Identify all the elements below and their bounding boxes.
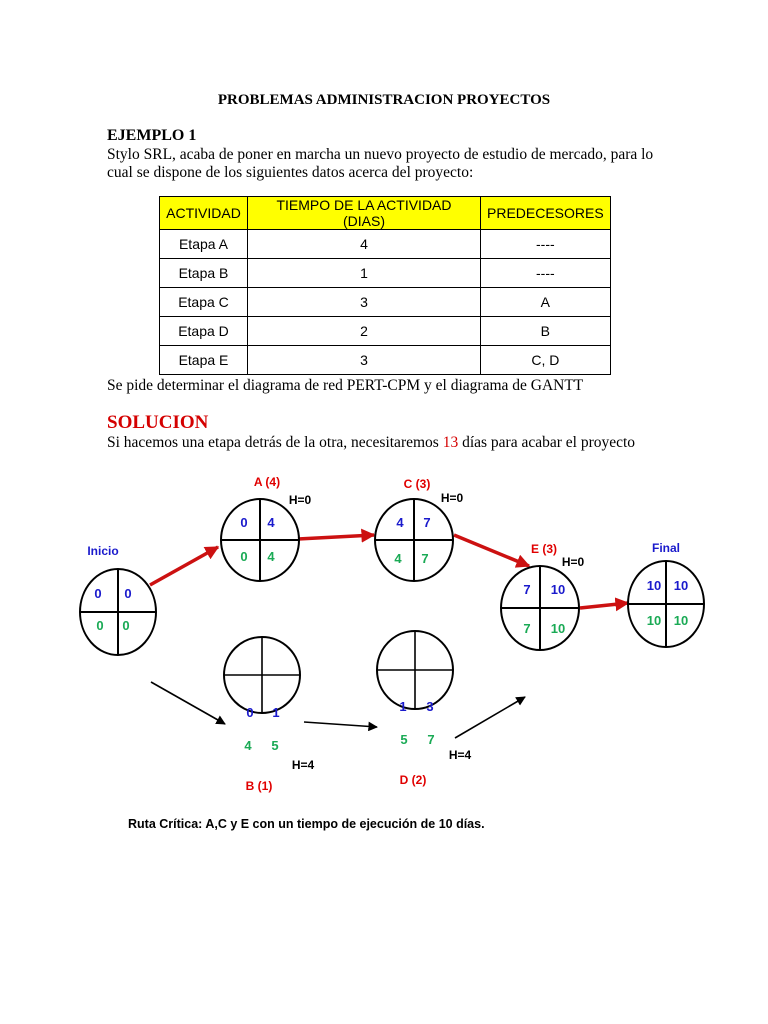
early-finish: 10 xyxy=(550,582,566,597)
request-text: Se pide determinar el diagrama de red PERT-CPM y el diagrama de GANTT xyxy=(107,377,584,394)
intro-line-2: cual se dispone de los siguientes datos acerca del proyecto: xyxy=(107,164,474,181)
solution-text xyxy=(107,434,635,452)
early-finish: 10 xyxy=(673,578,689,593)
table-row xyxy=(160,230,611,259)
intro-line-1: Stylo SRL, acaba de poner en marcha un nuevo proyecto de estudio de mercado, para lo xyxy=(107,146,654,163)
node-label: D (2) xyxy=(399,773,427,787)
late-finish: 7 xyxy=(427,732,435,747)
late-finish: 5 xyxy=(271,738,279,753)
solution-text-after: días para acabar el proyecto xyxy=(458,434,636,451)
late-finish: 10 xyxy=(550,621,566,636)
node-label: A (4) xyxy=(253,475,281,489)
table-cell: C, D xyxy=(481,346,611,375)
late-start: 0 xyxy=(96,618,104,633)
early-finish: 7 xyxy=(423,515,431,530)
early-start: 0 xyxy=(240,515,248,530)
table-header: PREDECESORES xyxy=(481,197,611,230)
slack-label: H=0 xyxy=(288,493,312,507)
table-row xyxy=(160,288,611,317)
node-label: Final xyxy=(651,541,681,555)
pert-network-diagram xyxy=(60,460,720,805)
table-cell: ---- xyxy=(481,259,611,288)
table-header: ACTIVIDAD xyxy=(160,197,248,230)
early-start: 1 xyxy=(399,699,407,714)
arrow-c-e xyxy=(454,535,529,566)
table-cell: Etapa A xyxy=(160,230,248,259)
node-c xyxy=(375,477,463,581)
late-start: 4 xyxy=(244,738,252,753)
node-final xyxy=(628,541,704,647)
late-start: 4 xyxy=(394,551,402,566)
table-cell: Etapa C xyxy=(160,288,248,317)
node-label: C (3) xyxy=(403,477,431,491)
node-d xyxy=(377,631,471,787)
early-start: 7 xyxy=(523,582,531,597)
early-start: 0 xyxy=(246,705,254,720)
table-header-row xyxy=(160,197,611,230)
slack-label: H=4 xyxy=(291,758,315,772)
table-cell: A xyxy=(481,288,611,317)
arrow-e-final xyxy=(580,603,628,608)
arrow-a-c xyxy=(298,535,374,539)
early-start: 10 xyxy=(646,578,662,593)
table-cell: Etapa B xyxy=(160,259,248,288)
node-b xyxy=(224,637,314,793)
node-label: E (3) xyxy=(530,542,558,556)
table-cell: ---- xyxy=(481,230,611,259)
slack-label: H=0 xyxy=(561,555,585,569)
table-row xyxy=(160,259,611,288)
late-finish: 7 xyxy=(421,551,429,566)
early-finish: 3 xyxy=(426,699,434,714)
late-start: 7 xyxy=(523,621,531,636)
node-inicio xyxy=(80,544,156,655)
critical-path-note: Ruta Crítica: A,C y E con un tiempo de ejecución de 10 días. xyxy=(128,817,485,831)
slack-label: H=4 xyxy=(448,748,472,762)
solution-days: 13 xyxy=(442,434,459,451)
late-finish: 10 xyxy=(673,613,689,628)
early-start: 0 xyxy=(94,586,102,601)
late-start: 10 xyxy=(646,613,662,628)
arrow-b-d xyxy=(304,722,377,727)
table-cell: Etapa D xyxy=(160,317,248,346)
node-label: B (1) xyxy=(245,779,273,793)
document-title: PROBLEMAS ADMINISTRACION PROYECTOS xyxy=(217,92,551,108)
example-title: EJEMPLO 1 xyxy=(107,127,197,144)
late-finish: 0 xyxy=(122,618,130,633)
early-finish: 4 xyxy=(267,515,275,530)
table-cell: 4 xyxy=(248,230,481,259)
table-cell: 1 xyxy=(248,259,481,288)
early-start: 4 xyxy=(396,515,404,530)
table-header: TIEMPO DE LA ACTIVIDAD (DIAS) xyxy=(248,197,481,230)
node-a xyxy=(221,475,311,581)
arrow-d-e xyxy=(455,697,525,738)
early-finish: 0 xyxy=(124,586,132,601)
table-cell: 3 xyxy=(248,346,481,375)
activities-table xyxy=(159,196,611,375)
table-row xyxy=(160,346,611,375)
table-cell: 2 xyxy=(248,317,481,346)
table-cell: B xyxy=(481,317,611,346)
arrow-inicio-b xyxy=(151,682,225,724)
arrow-inicio-a xyxy=(150,547,218,585)
table-cell: Etapa E xyxy=(160,346,248,375)
late-finish: 4 xyxy=(267,549,275,564)
node-label: Inicio xyxy=(87,544,119,558)
solution-text-before: Si hacemos una etapa detrás de la otra, necesitaremos xyxy=(107,434,443,451)
table-row xyxy=(160,317,611,346)
table-cell: 3 xyxy=(248,288,481,317)
late-start: 0 xyxy=(240,549,248,564)
slack-label: H=0 xyxy=(440,491,464,505)
solution-title: SOLUCION xyxy=(107,412,209,433)
early-finish: 1 xyxy=(272,705,280,720)
late-start: 5 xyxy=(400,732,408,747)
